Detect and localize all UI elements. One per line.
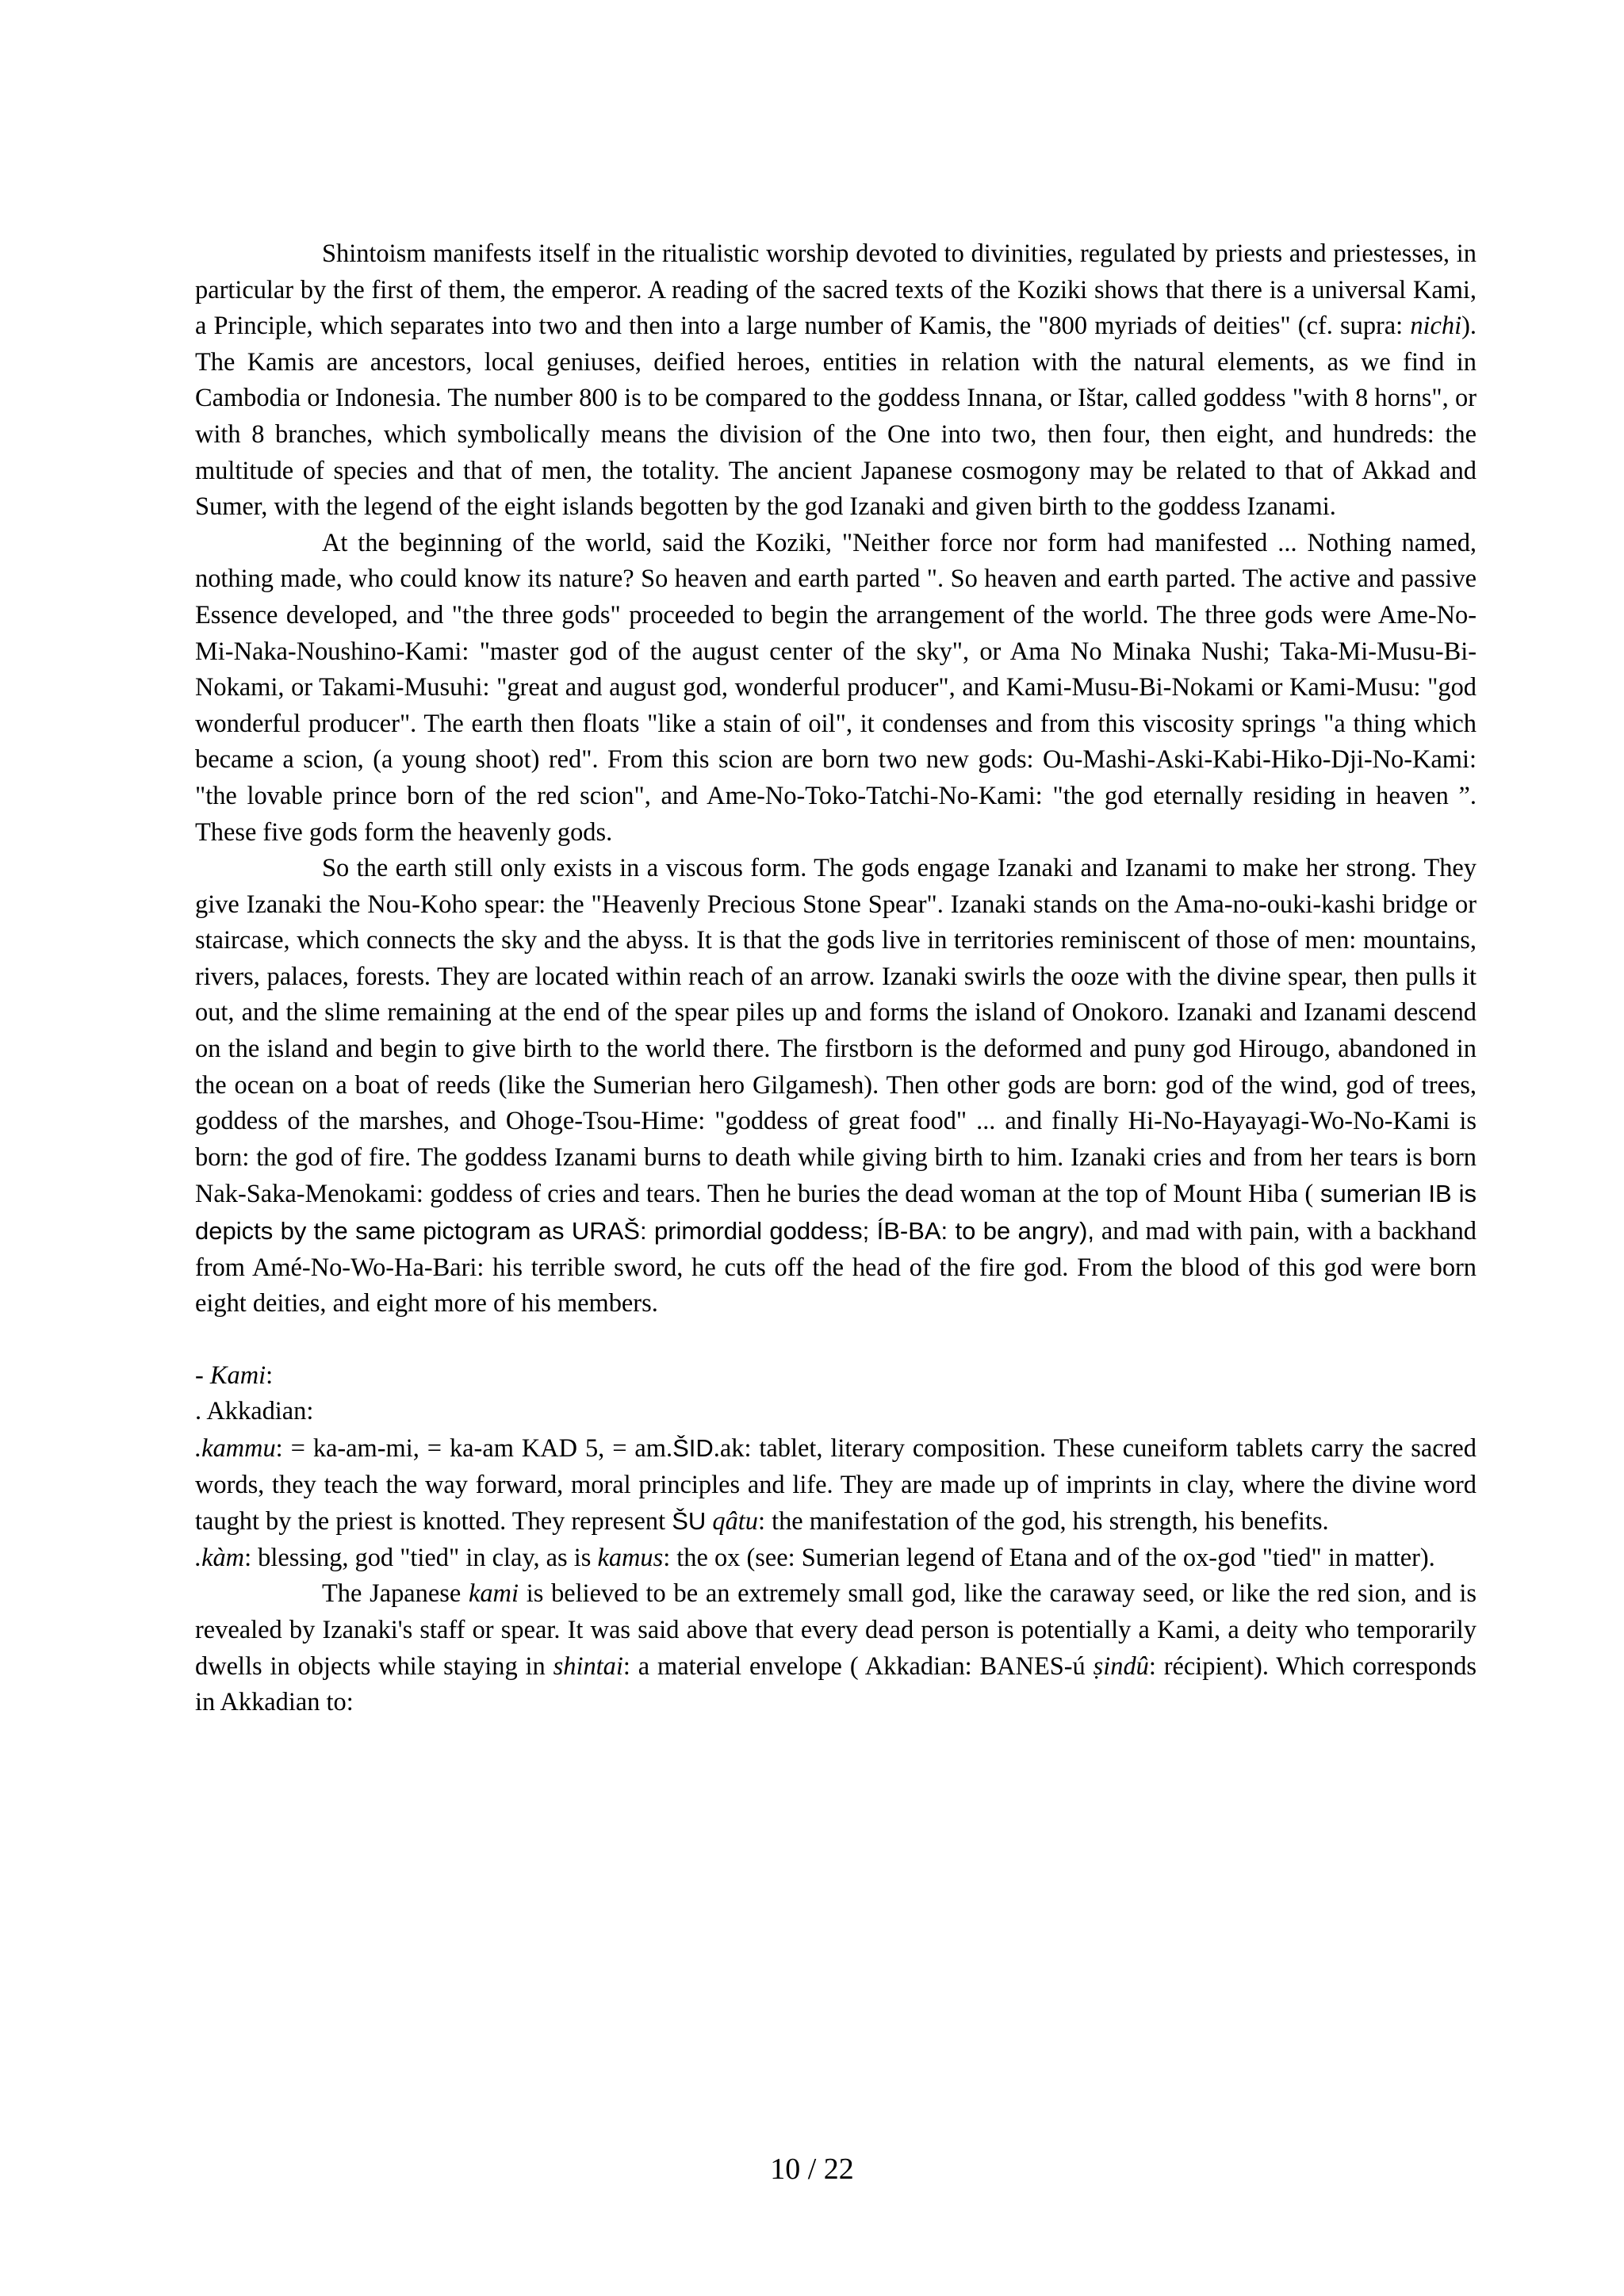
italic-term: kamus <box>597 1543 664 1572</box>
entry-kam <box>195 1540 1477 1577</box>
italic-term: .kammu <box>195 1434 276 1463</box>
text-run: - <box>195 1360 210 1390</box>
text-run: .ak: tablet, literary composition. These cuneiform tablets carry the sacred words, they teach the way forward, moral principles and life. They are made up of imprints in clay, where the divine word taught by the priest is knotted. They represent <box>195 1434 1477 1536</box>
body-text <box>195 236 1477 1721</box>
text-run: : blessing, god "tied" in clay, as is <box>244 1543 598 1572</box>
page-number: 10 / 22 <box>770 2152 854 2186</box>
paragraph-japanese-kami <box>195 1576 1477 1720</box>
italic-term: .kàm <box>195 1543 245 1572</box>
italic-term: Kami <box>209 1360 266 1390</box>
text-run: : a material envelope ( Akkadian: BANES-ú <box>622 1651 1094 1681</box>
text-run: : récipient). Which corresponds in Akkadian to: <box>195 1651 1477 1717</box>
text-run: At the beginning of the world, said the Koziki, "Neither force nor form had manifested ... Nothing named, nothing made, who could know its nature? So heaven and earth parted ". So heaven and earth parted. The active and passive Essence developed, and "the three gods" proceeded to begin the arrangement of the world. The three gods were Ame-No-Mi-Naka-Noushino-Kami: "master god of the august center of the sky", or Ama No Minaka Nushi; Taka-Mi-Musu-Bi-Nokami, or Takami-Musuhi: "great and august god, wonderful producer", and Kami-Musu-Bi-Nokami or Kami-Musu: "god wonderful producer". The earth then floats "like a stain of oil", it condenses and from this viscosity springs "a thing which became a scion, (a young shoot) red". From this scion are born two new gods: Ou-Mashi-Aski-Kabi-Hiko-Dji-No-Kami: "the lovable prince born of the red scion", and Ame-No-Toko-Tatchi-No-Kami: "the god eternally residing in heaven ”. These five gods form the heavenly gods. <box>195 528 1477 847</box>
paragraph-gap <box>195 1322 1477 1358</box>
akkadian-label: . Akkadian: <box>195 1397 314 1426</box>
text-run: So the earth still only exists in a viscous form. The gods engage Izanaki and Izanami to make her strong. They give Izanaki the Nou-Koho spear: the "Heavenly Precious Stone Spear". Izanaki stands on the Ama-no-ouki-kashi bridge or staircase, which connects the sky and the abyss. It is that the gods live in territories reminiscent of those of men: mountains, rivers, palaces, forests. They are located within reach of an arrow. Izanaki swirls the ooze with the divine spear, then pulls it out, and the slime remaining at the end of the spear piles up and forms the island of Onokoro. Izanaki and Izanami descend on the island and begin to give birth to the world there. The firstborn is the deformed and puny god Hirougo, abandoned in the ocean on a boat of reeds (like the Sumerian hero Gilgamesh). Then other gods are born: god of the wind, god of trees, goddess of the marshes, and Ohoge-Tsou-Hime: "goddess of great food" ... and finally Hi-No-Hayayagi-Wo-No-Kami is born: the god of fire. The goddess Izanami burns to death while giving birth to him. Izanaki cries and from her tears is born Nak-Saka-Menokami: goddess of cries and tears. Then he buries the dead woman at the top of Mount Hiba ( <box>195 854 1477 1209</box>
sans-text-run: ŠID <box>672 1434 714 1462</box>
sans-text-run: ŠU <box>672 1507 707 1536</box>
italic-term: nichi <box>1410 312 1462 341</box>
text-run: is believed to be an extremely small god, like the caraway seed, or like the red sion, and is revealed by Izanaki's staff or spear. It was said above that every dead person is potentially a Kami, a deity who temporarily dwells in objects while staying in <box>195 1579 1477 1681</box>
italic-term: kami <box>468 1579 519 1609</box>
text-run: ). The Kamis are ancestors, local geniuses, deified heroes, entities in relation with the natural elements, as we find in Cambodia or Indonesia. The number 800 is to be compared to the goddess Innana, or Ištar, called goddess "with 8 horns", or with 8 branches, which symbolically means the division of the One into two, then four, then eight, and hundreds: the multitude of species and that of men, the totality. The ancient Japanese cosmogony may be related to that of Akkad and Sumer, with the legend of the eight islands begotten by the god Izanaki and given birth to the goddess Izanami. <box>195 312 1477 522</box>
text-run: : = ka-am-mi, = ka-am KAD 5, = am. <box>275 1434 673 1463</box>
entry-kammu <box>195 1430 1477 1540</box>
italic-term: shintai <box>553 1651 623 1681</box>
italic-term: ṣindû <box>1093 1651 1149 1681</box>
paragraph-beginning-of-world <box>195 526 1477 851</box>
text-run: The Japanese <box>322 1579 469 1609</box>
text-run: : <box>266 1360 274 1390</box>
italic-term: qâtu <box>712 1507 758 1536</box>
paragraph-shintoism <box>195 236 1477 526</box>
paragraph-viscous-earth <box>195 851 1477 1322</box>
text-run: : the ox (see: Sumerian legend of Etana and of the ox-god "tied" in matter). <box>663 1543 1435 1572</box>
kami-heading <box>195 1358 1477 1395</box>
text-run: : the manifestation of the god, his strength, his benefits. <box>757 1507 1329 1536</box>
text-run: and mad with pain, with a backhand from Amé-No-Wo-Ha-Bari: his terrible sword, he cuts off the head of the fire god. From the blood of this god were born eight deities, and eight more of his members. <box>195 1217 1477 1318</box>
text-run: Shintoism manifests itself in the ritualistic worship devoted to divinities, regulated by priests and priestesses, in particular by the first of them, the emperor. A reading of the sacred texts of the Koziki shows that there is a universal Kami, a Principle, which separates into two and then into a large number of Kamis, the "800 myriads of deities" (cf. supra: <box>195 239 1477 341</box>
sans-text-run: sumerian IB is depicts by the same pictogram as URAŠ: primordial goddess; ÍB-BA: to be angry), <box>195 1180 1477 1246</box>
